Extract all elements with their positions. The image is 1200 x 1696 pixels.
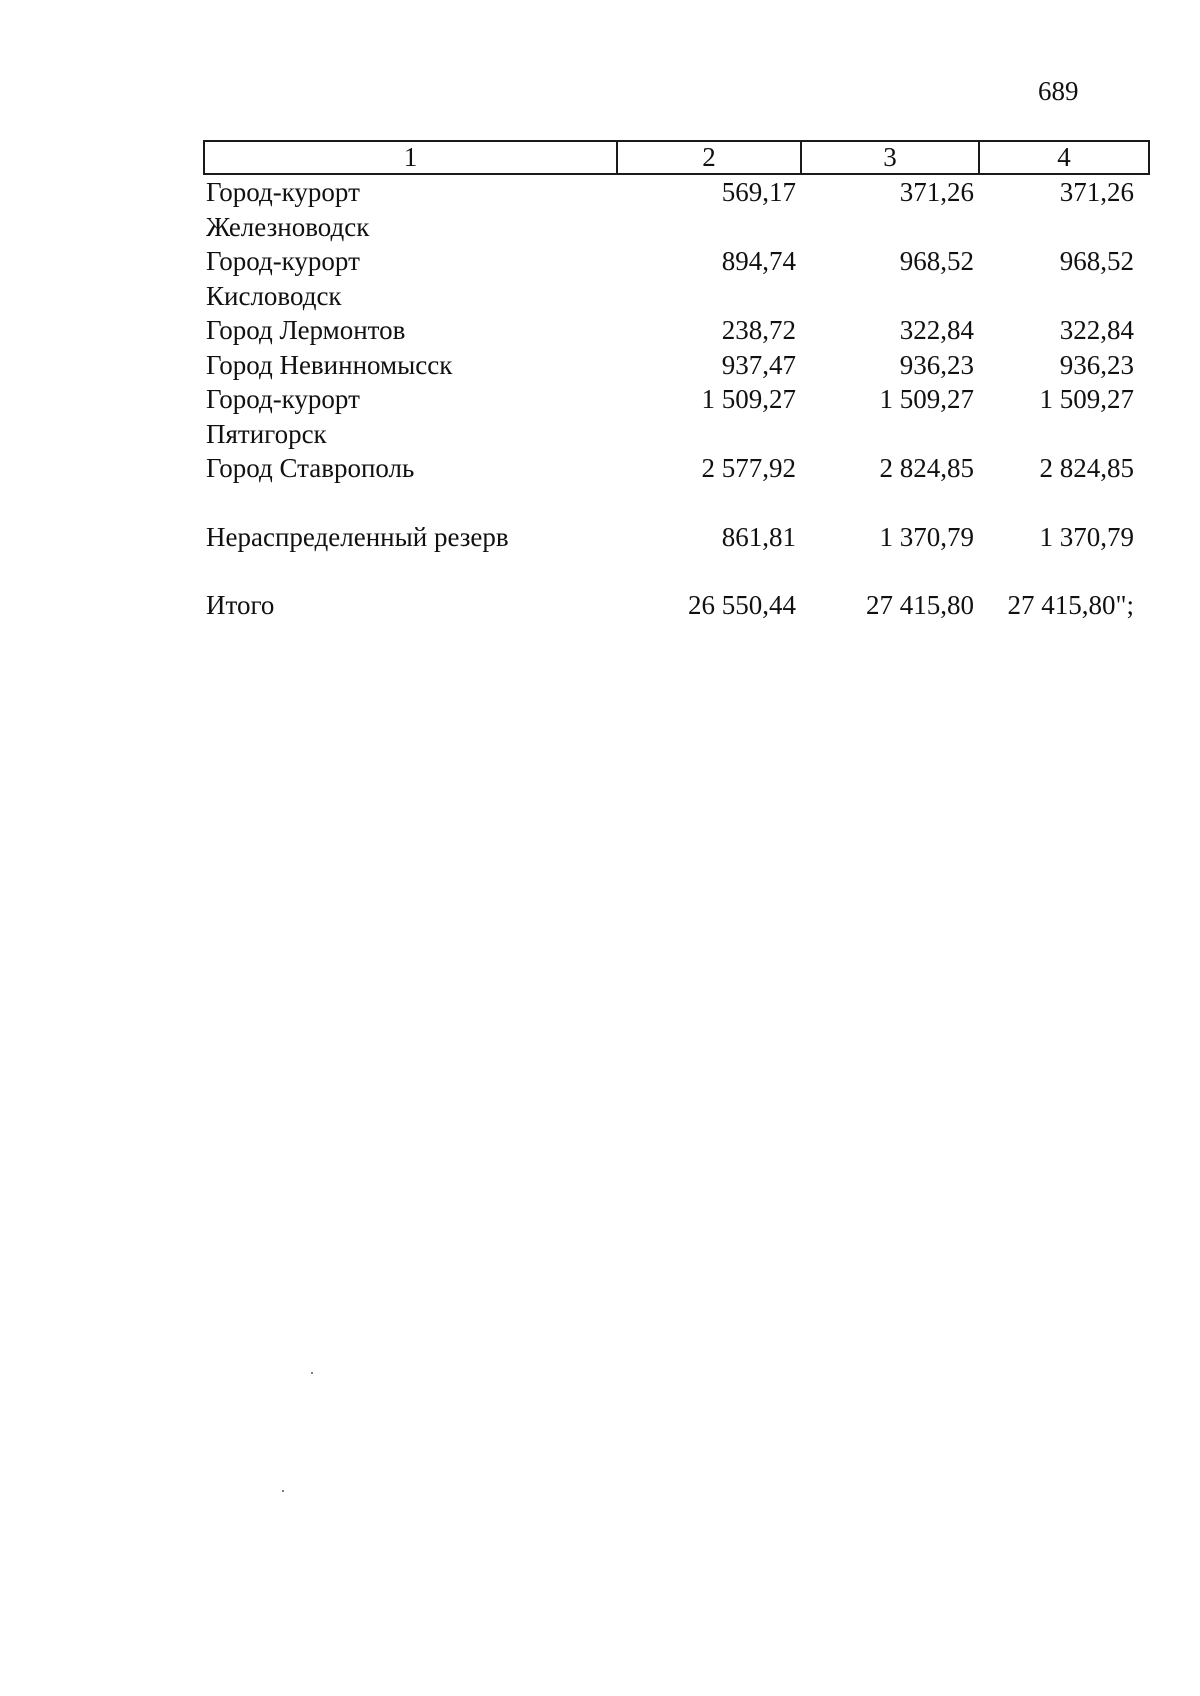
- row-value-col4: 936,23: [1059, 349, 1134, 380]
- row-value-col2: 569,17: [721, 177, 796, 207]
- scan-speck: [311, 1372, 313, 1374]
- row-name: [204, 244, 617, 313]
- row-value-col3: 322,84: [899, 315, 974, 345]
- spacer-cell: [204, 486, 1149, 520]
- row-name-line: Город-курорт: [206, 384, 360, 414]
- row-name: Нераспределенный резерв: [206, 521, 509, 552]
- row-name: Город Ставрополь: [206, 453, 415, 483]
- row-name: Город Лермонтов: [206, 315, 406, 345]
- row-value-col3: 371,26: [899, 177, 974, 207]
- row-value-col2: 894,74: [721, 246, 796, 276]
- header-row: [204, 141, 1149, 174]
- row-value-col3: 936,23: [899, 349, 974, 380]
- row-value-col4: 2 824,85: [1039, 453, 1134, 483]
- column-header-2: 2: [617, 141, 801, 174]
- column-header-4: 4: [979, 141, 1149, 174]
- row-name: Итого: [206, 590, 275, 620]
- row-value-col2: 26 550,44: [688, 590, 796, 620]
- row-value-col3: 27 415,80: [866, 590, 974, 620]
- row-value-col2: 937,47: [721, 349, 796, 380]
- table-row: [204, 174, 1149, 244]
- table-row: [204, 520, 1149, 555]
- table-row: [204, 451, 1149, 486]
- spacer-row: [204, 486, 1149, 520]
- row-value-col3: 1 370,79: [879, 521, 974, 552]
- row-name-line: Железноводск: [206, 211, 370, 242]
- table-header: [204, 141, 1149, 174]
- row-value-col4: 371,26: [1059, 177, 1134, 207]
- row-name: [204, 382, 617, 451]
- row-value-col2: 1 509,27: [701, 384, 796, 414]
- row-value-col4: 27 415,80";: [1007, 590, 1134, 620]
- row-value-col4: 322,84: [1059, 315, 1134, 345]
- row-name-line: Город-курорт: [206, 177, 360, 207]
- row-name: [204, 174, 617, 244]
- table-body: [204, 174, 1149, 623]
- row-value-col3: 2 824,85: [879, 453, 974, 483]
- row-value-col2: 238,72: [721, 315, 796, 345]
- spacer-cell: [204, 554, 1149, 588]
- row-value-col4: 968,52: [1059, 246, 1134, 276]
- row-value-col2: 2 577,92: [701, 453, 796, 483]
- scan-speck: [282, 1490, 284, 1492]
- row-value-col3: 1 509,27: [879, 384, 974, 414]
- column-header-3: 3: [801, 141, 979, 174]
- table-row: [204, 313, 1149, 348]
- row-value-col4: 1 509,27: [1039, 384, 1134, 414]
- row-name-line: Город-курорт: [206, 246, 360, 276]
- row-value-col4: 1 370,79: [1039, 521, 1134, 552]
- row-value-col3: 968,52: [899, 246, 974, 276]
- table-row-total: [204, 588, 1149, 623]
- page-number: 689: [1038, 76, 1079, 106]
- row-name: Город Невинномысск: [206, 349, 453, 380]
- row-name-line: Пятигорск: [206, 418, 327, 449]
- row-value-col2: 861,81: [721, 521, 796, 552]
- table-row: [204, 382, 1149, 451]
- table-row: [204, 348, 1149, 383]
- table-row: [204, 244, 1149, 313]
- budget-table: [203, 140, 1150, 623]
- spacer-row: [204, 554, 1149, 588]
- column-header-1: 1: [204, 141, 617, 174]
- row-name-line: Кисловодск: [206, 280, 342, 311]
